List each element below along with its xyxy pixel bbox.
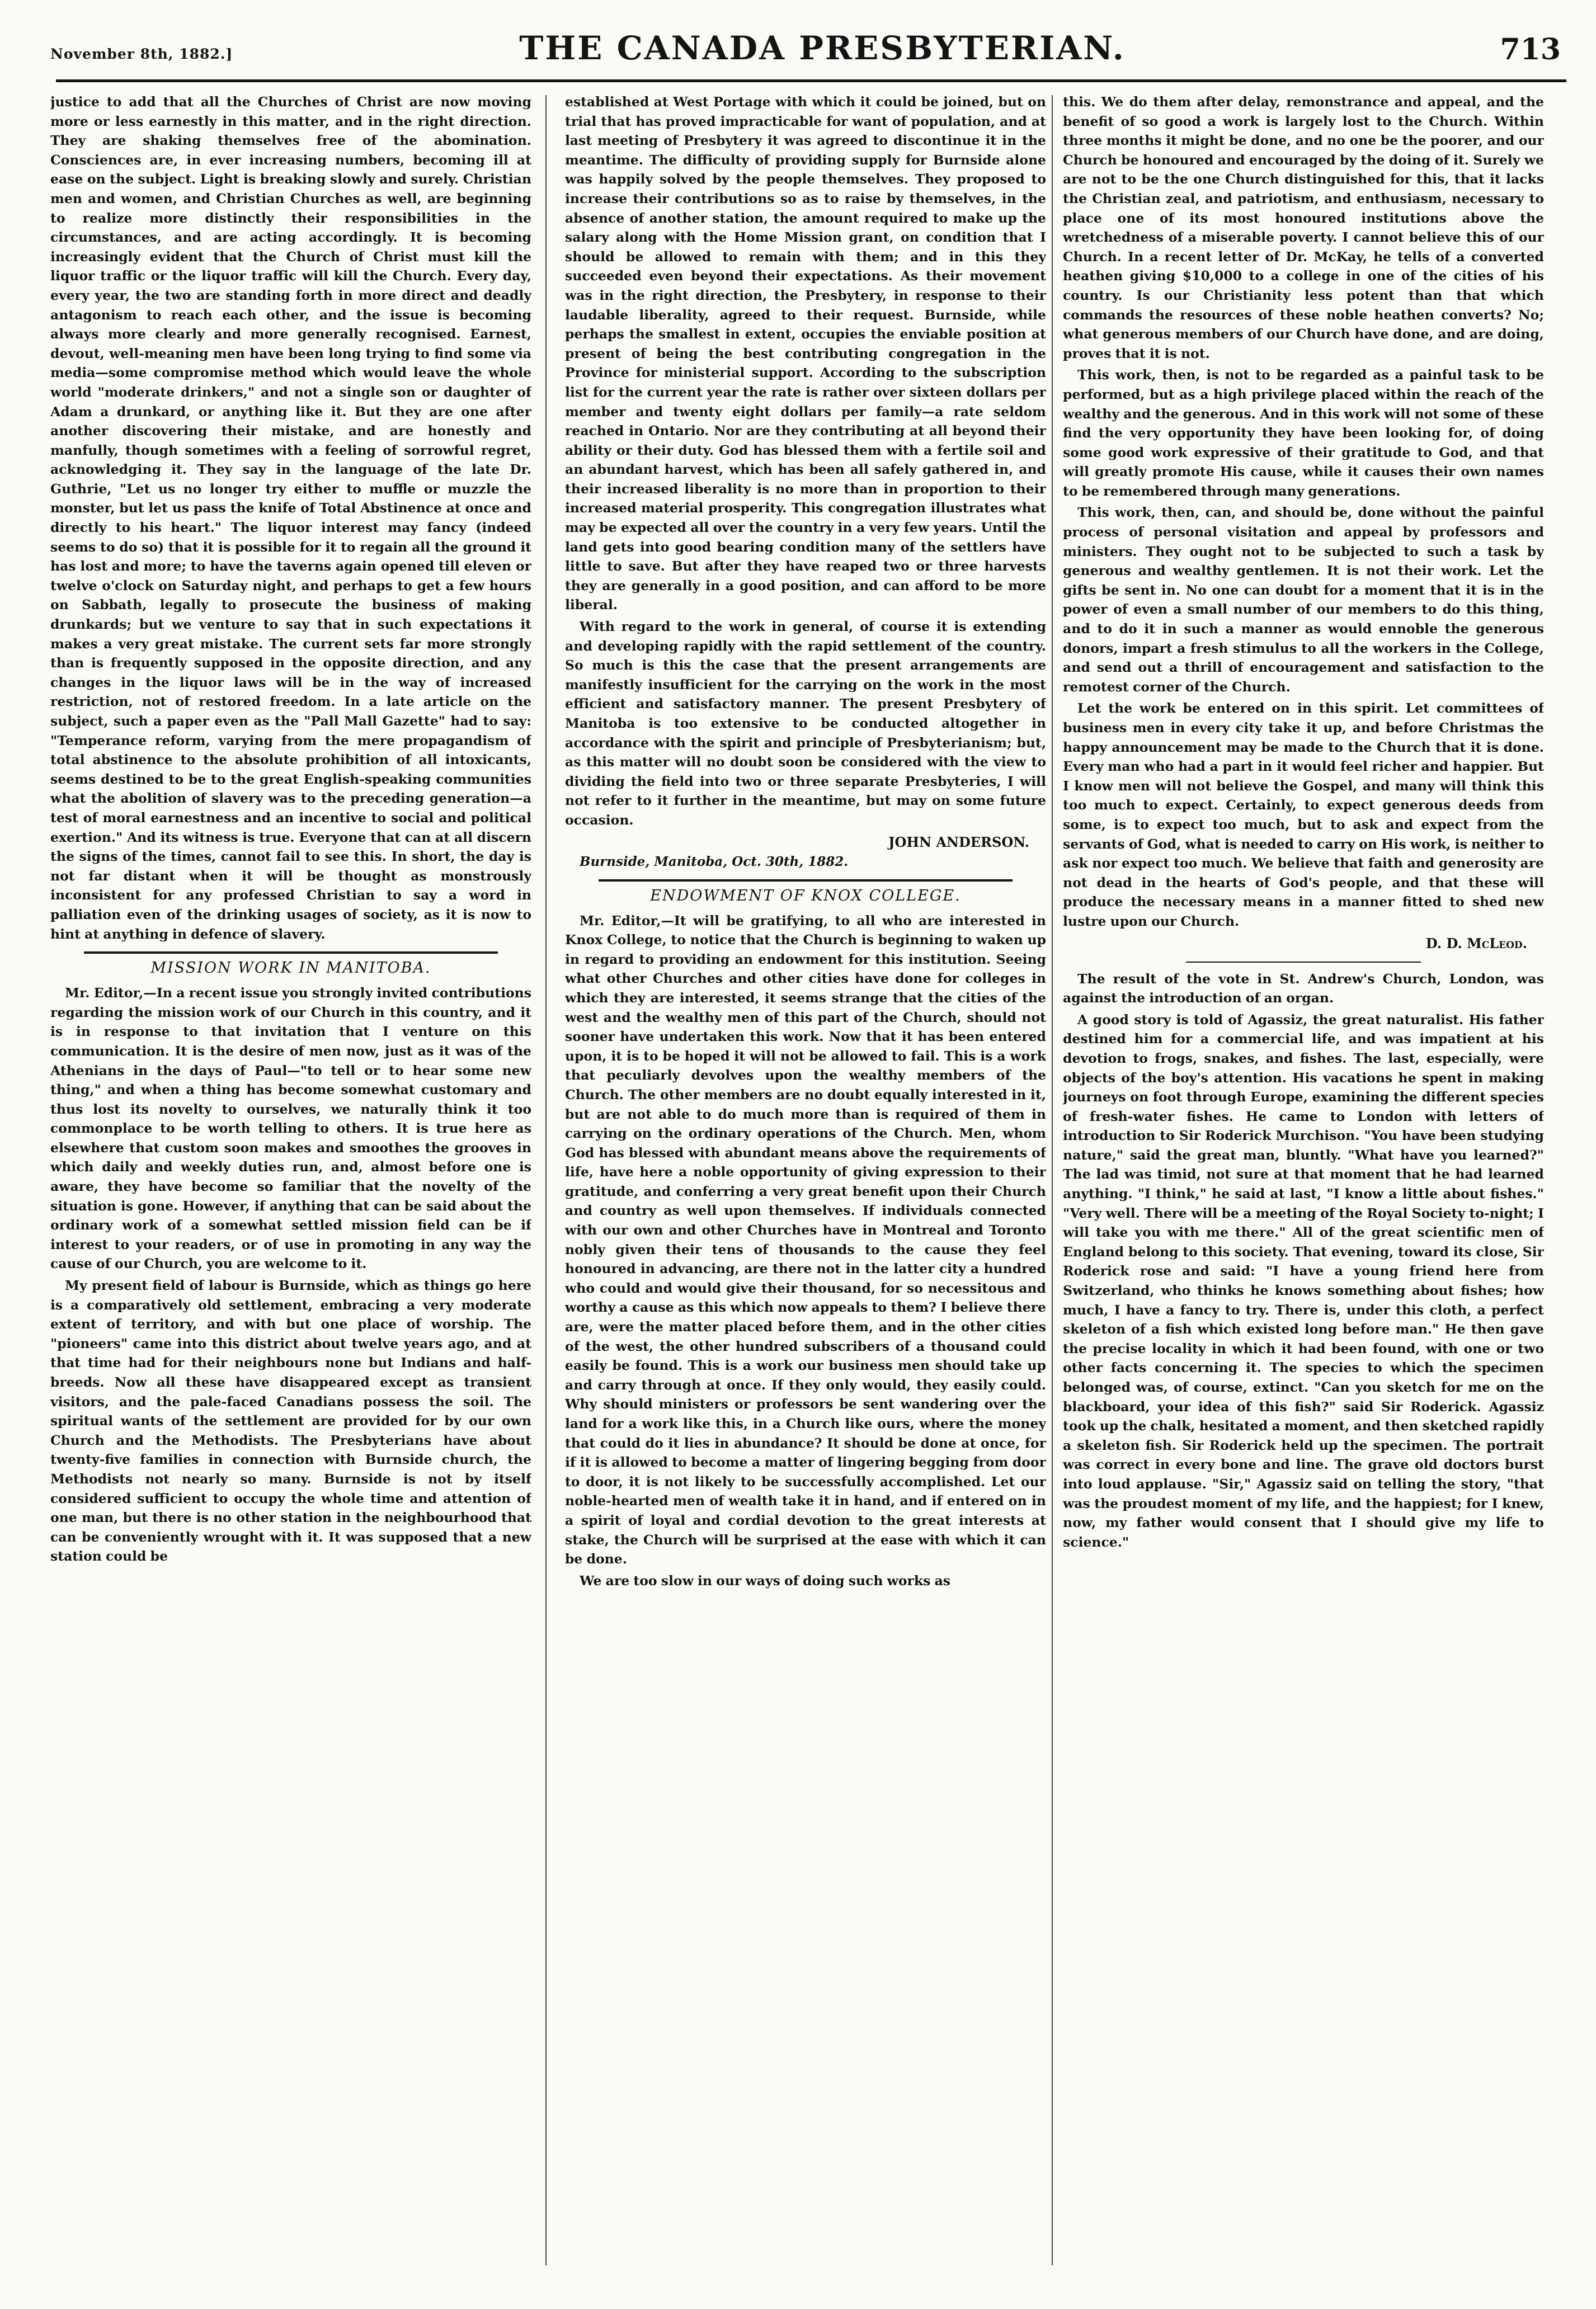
page-number: 713: [1500, 32, 1561, 67]
issue-date: November 8th, 1882.]: [50, 46, 233, 62]
article-paragraph: this. We do them after delay, remonstrance and appeal, and the benefit of so good a work is largely lost to the Church. Within three months it might be done, and no one be the poorer, and our Church be honoured and encouraged by the doing of it. Surely we are not to be the one Church distinguished for this, that it lacks the Christian zeal, and patriotism, and enthusiasm, necessary to place one of its most honoured institutions above the wretchedness of a miserable poverty. I cannot believe this of our Church. In a recent letter of Dr. McKay, he tells of a converted heathen giving $10,000 to a college in one of the cities of his country. Is our Christianity less potent than that which commands the resources of these noble heathen converts? No; what generous members of our Church have done, and are doing, proves that it is not.: [1063, 94, 1544, 361]
column-3: [1063, 92, 1544, 2268]
publication-title: THE CANADA PRESBYTERIAN.: [519, 29, 1126, 67]
section-rule: [84, 951, 498, 954]
article-paragraph: This work, then, can, and should be, done without the painful process of personal visitation and appeal by professors and ministers. They ought not to be subjected to such a task by generous and wealthy gentlemen. It is not their work. Let the gifts be sent in. No one can doubt for a moment that it is in the power of even a small number of our members to do this thing, and to do it in such a manner as would ennoble the generous donors, impart a fresh stimulus to all the workers in the College, and send out a thrill of encouragement and satisfaction to the remotest corner of the Church.: [1063, 505, 1544, 695]
article-paragraph: established at West Portage with which it could be joined, but on trial that has proved impracticable for want of population, and at last meeting of Presbytery it was agreed to discontinue it in the meantime. The difficulty of providing supply for Burnside alone was happily solved by the people themselves. They proposed to increase their contributions so as to raise by themselves, in the absence of another station, the amount required to make up the salary along with the Home Mission grant, on condition that I should be allowed to remain with them; and in this they succeeded even beyond their expectations. As their movement was in the right direction, the Presbytery, in response to their laudable liberality, agreed to their request. Burnside, while perhaps the smallest in extent, occupies the enviable position at present of being the best contributing congregation in the Province for ministerial support. According to the subscription list for the current year the rate is rather over sixteen dollars per member and twenty eight dollars per family—a rate seldom reached in Ontario. Nor are they contributing at all beyond their ability or their duty. God has blessed them with a fertile soil and an abundant harvest, which has been all safely gathered in, and their increased liberality is no more than in proportion to their increased material prosperity. This congregation illustrates what may be expected all over the country in a very few years. Until the land gets into good bearing condition many of the settlers have little to save. But after they have reaped two or three harvests they are generally in a good position, and can afford to be more liberal.: [565, 94, 1046, 613]
section-rule: [599, 879, 1013, 882]
article-paragraph: This work, then, is not to be regarded as a painful task to be performed, but as a high privilege placed within the reach of the wealthy and the generous. And in this work will not some of these find the very opportunity they have been looking for, of doing some good work expressive of their gratitude to God, and that will greatly promote His cause, while it causes their own names to be remembered through many generations.: [1063, 367, 1544, 499]
news-item: A good story is told of Agassiz, the great naturalist. His father destined him for a commercial life, and was impatient at his devotion to frogs, snakes, and fishes. The last, especially, were objects of the boy's attention. His vacations he spent in making journeys on foot through Europe, examining the different species of fresh-water fishes. He came to London with letters of introduction to Sir Roderick Murchison. "You have been studying nature," said the great man, bluntly. "What have you learned?" The lad was timid, not sure at that moment that he had learned anything. "I think," he said at last, "I know a little about fishes." "Very well. There will be a meeting of the Royal Society to-night; I will take you with me there." All of the great scientific men of England belong to this society. That evening, toward its close, Sir Roderick rose and said: "I have a young friend here from Switzerland, who thinks he knows something about fishes; how much, I have a fancy to try. There is, under this cloth, a perfect skeleton of a fish which existed long before man." He then gave the precise locality in which it had been found, with one or two other facts concerning it. The species to which the specimen belonged was, of course, extinct. "Can you sketch for me on the blackboard, your idea of this fish?" said Sir Roderick. Agassiz took up the chalk, hesitated a moment, and then sketched rapidly a skeleton fish. Sir Roderick held up the specimen. The portrait was correct in every bone and line. The grave old doctors burst into loud applause. "Sir," Agassiz said on telling the story, "that was the proudest moment of my life, and the happiest; for I knew, now, my father would consent that I should give my life to science.": [1063, 1011, 1544, 1550]
dateline: Burnside, Manitoba, Oct. 30th, 1882.: [580, 854, 849, 869]
column-divider: [545, 95, 547, 2265]
article-paragraph: With regard to the work in general, of course it is extending and developing rapidly with the rapid settlement of the country. So much is this the case that the present arrangements are manifestly insufficient for the carrying on the work in the most efficient and satisfactory manner. The present Presbytery of Manitoba is too extensive to be conducted altogether in accordance with the spirit and principle of Presbyterianism; but, as this matter will no doubt soon be considered with the view to dividing the field into two or three separate Presbyteries, I will not refer to it further in the meantime, but may on some future occasion.: [565, 619, 1046, 828]
masthead-rule: [56, 79, 1566, 82]
article-paragraph: Mr. Editor,—It will be gratifying, to all who are interested in Knox College, to notice that the Church is beginning to waken up in regard to providing an endowment for this institution. Seeing what other Churches and other cities have done for colleges in which they are interested, it seems strange that the cities of the west and the wealthy men of this part of the Church, should not sooner have undertaken this work. Now that it has been entered upon, it is to be hoped it will not be allowed to fail. This is a work that peculiarly devolves upon the wealthy members of the Church. The other members are no doubt equally interested in it, but are not able to do much more than is required of them in carrying on the ordinary operations of the Church. Men, whom God has blessed with abundant means above the requirements of life, have here a noble opportunity of giving expression to their gratitude, and conferring a very great benefit upon their Church and country as well upon themselves. If individuals connected with our own and other Churches have in Montreal and Toronto nobly given their tens of thousands to the cause they feel honoured in advancing, are there not in the latter city a hundred who could and would give their thousand, for so necessitous and worthy a cause as this which now appeals to them? I believe there are, were the matter placed before them, and in the other cities of the west, the other hundred subscribers of a thousand could easily be found. This is a work our business men should take up and carry through at once. If they only would, they easily could. Why should ministers or professors be sent wandering over the land for a work like this, in a Church like ours, where the money that could do it lies in abundance? It should be done at once, for if it is allowed to become a matter of lingering begging from door to door, it is not likely to be successfully accomplished. Let our noble-hearted men of wealth take it in hand, and if entered on in a spirit of loyal and cordial devotion to the great interests at stake, the Church will be surprised at the ease with which it can be done.: [565, 912, 1046, 1567]
column-divider: [1052, 95, 1053, 2265]
masthead: [50, 29, 1594, 79]
author-signature: JOHN ANDERSON.: [888, 833, 1029, 850]
article-paragraph: Let the work be entered on in this spirit. Let committees of business men in every city take it up, and before Christmas the happy announcement may be made to the Church that it is done. Every man who had a part in it would feel richer and happier. But I know men will not believe the Gospel, and many will think this too much to expect. Certainly, to expect generous deeds from some, is to expect too much, but to ask and expect from the servants of God, what is needed to carry on His work, is neither to ask nor expect too much. We believe that faith and generosity are not dead in the hearts of God's people, and that these will produce the necessary means in a manner fitted to shed new lustre upon our Church.: [1063, 700, 1544, 929]
author-signature: D. D. McLeod.: [1425, 935, 1527, 951]
article-paragraph: justice to add that all the Churches of Christ are now moving more or less earnestly in this matter, and in the right direction. They are shaking themselves free of the abomination. Consciences are, in ever increasing numbers, becoming ill at ease on the subject. Light is breaking slowly and surely. Christian men and women, and Christian Churches as well, are beginning to realize more distinctly their responsibilities in the circumstances, and are acting accordingly. It is becoming increasingly evident that the Church of Christ must kill the liquor traffic or the liquor traffic will kill the Church. Every day, every year, the two are standing forth in more direct and deadly antagonism to reach each other, and the issue is becoming always more clearly and more generally recognised. Earnest, devout, well-meaning men have been long trying to find some via media—some compromise method which would leave the whole world "moderate drinkers," and not a single son or daughter of Adam a drunkard, or anything like it. But they are one after another discovering their mistake, and are honestly and manfully, though sometimes with a feeling of sorrowful regret, acknowledging it. They say in the language of the late Dr. Guthrie, "Let us no longer try either to muffle or muzzle the monster, but let us pass the knife of Total Abstinence at once and directly to his heart." The liquor interest may fancy (indeed seems to do so) that it is possible for it to regain all the ground it has lost and more; to have the taverns again opened till eleven or twelve o'clock on Saturday night, and perhaps to get a few hours on Sabbath, legally to prosecute the business of making drunkards; but we venture to say that in such expectations it makes a very great mistake. The current sets far more strongly than is frequently supposed in the opposite direction, and any changes in the liquor laws will be in the way of increased restriction, not of restored freedom. In a late article on the subject, such a paper even as the "Pall Mall Gazette" had to say: "Temperance reform, varying from the mere propagandism of total abstinence to the absolute prohibition of all intoxicants, seems destined to be to the great English-speaking communities what the abolition of slavery was to the preceding generation—a test of moral earnestness and an incentive to social and political exertion." And its witness is true. Everyone that can at all discern the signs of the times, cannot fail to see this. In short, the day is not far distant when it will be thought as monstrously inconsistent for any professed Christian to say a word in palliation even of the drinking usages of society, as it is now to hint at anything in defence of slavery.: [50, 94, 531, 942]
article-heading: ENDOWMENT OF KNOX COLLEGE.: [650, 887, 961, 904]
column-1: [50, 92, 531, 2268]
section-rule: [1186, 962, 1421, 963]
column-2: [565, 92, 1046, 2268]
news-item: The result of the vote in St. Andrew's Church, London, was against the introduction of an organ.: [1063, 970, 1544, 1006]
article-paragraph: Mr. Editor,—In a recent issue you strongly invited contributions regarding the mission work of our Church in this country, and it is in response to that invitation that I venture on this communication. It is the desire of men now, just as it was of the Athenians in the days of Paul—"to tell or to hear some new thing," and when a thing has become somewhat customary and thus lost its novelty to ourselves, we naturally think it too commonplace to be worth telling to others. It is true here as elsewhere that custom soon makes and smoothes the grooves in which daily and weekly duties run, and, almost before one is aware, they have become so familiar that the novelty of the situation is gone. However, if anything that can be said about the ordinary work of a somewhat settled mission field can be if interest to your readers, or of use in promoting in any way the cause of our Church, you are welcome to it.: [50, 985, 531, 1272]
article-paragraph: We are too slow in our ways of doing such works as: [580, 1572, 951, 1589]
article-paragraph: My present field of labour is Burnside, which as things go here is a comparatively old settlement, embracing a very moderate extent of territory, and with but one place of worship. The "pioneers" came into this district about twelve years ago, and at that time had for their neighbours none but Indians and half-breeds. Now all these have disappeared except as transient visitors, and the pale-faced Canadians possess the soil. The spiritual wants of the settlement are provided for by our own Church and the Methodists. The Presbyterians have about twenty-five families in connection with Burnside church, the Methodists not nearly so many. Burnside is not by itself considered sufficient to occupy the whole time and attention of one man, but there is no other station in the neighbourhood that can be conveniently wrought with it. It was supposed that a new station could be: [50, 1278, 531, 1565]
article-heading: MISSION WORK IN MANITOBA.: [150, 959, 431, 977]
